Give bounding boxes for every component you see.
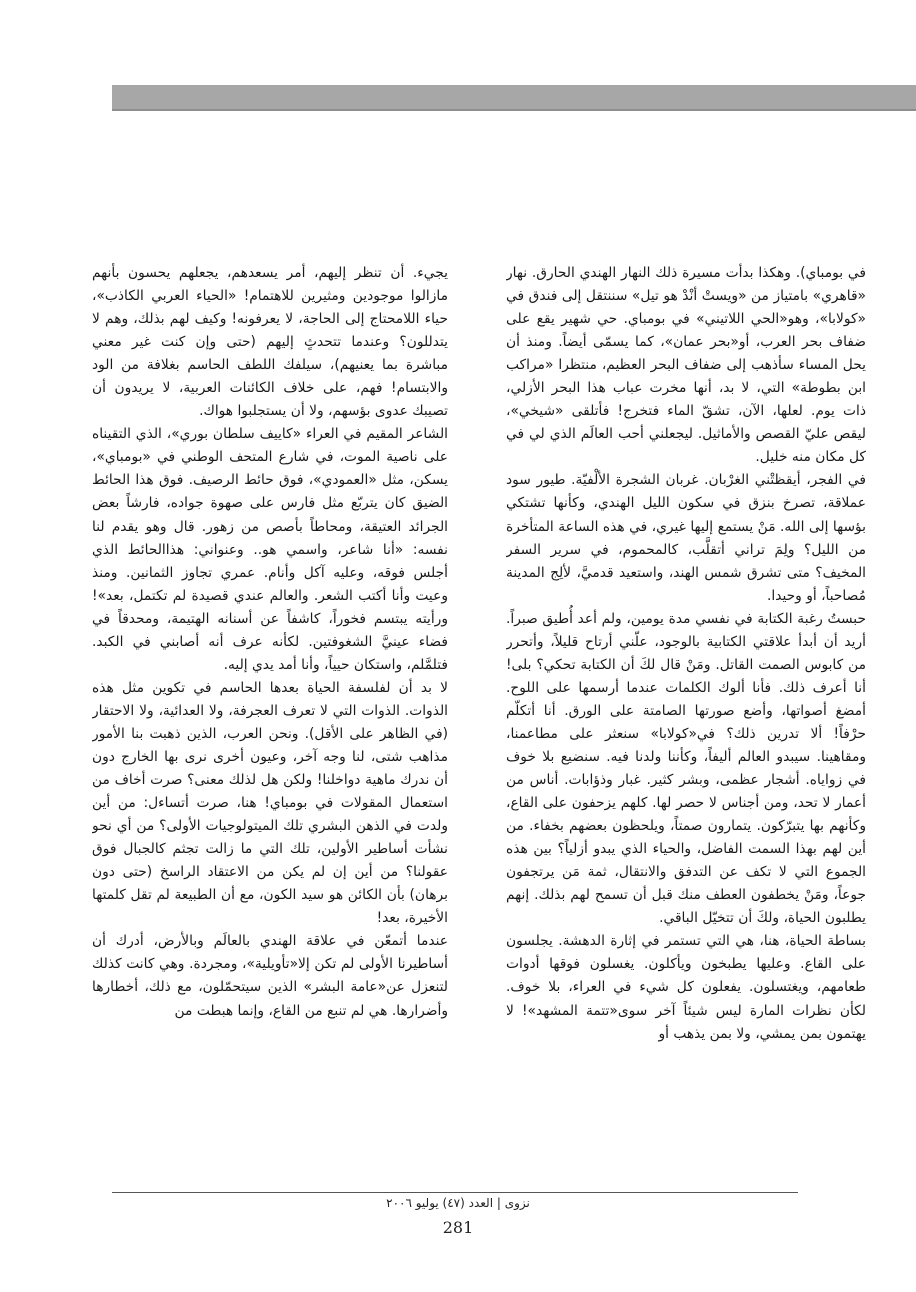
paragraph: في بومباي). وهكذا بدأت مسيرة ذلك النهار الهندي الحارق. نهار «قاهري» بامتياز من «ويستْ أنْدْ هو تيل» سننتقل إلى فندق في «كولابا»، وهو«الحي اللاتيني» في بومباي. حي شهير يقع على ضفاف بحر العرب، أو«بحر عمان»، كما يسمّى أيضاً. ومنذ أن يحل المساء سأذهب إلى ضفاف البحر العظيم، منتظرا «مراكب ابن بطوطة» التي، لا بد، أنها مخرت عباب هذا البحر الأزلي، ذات يوم. لعلها، الآن، تشقّ الماء فتخرج! فأتلقى «شيخي»، ليقص عليّ القصص والأماثيل. ليجعلني أحب العالَم الذي لي في كل مكان منه خليل. — [506, 265, 866, 466]
footer-caption: نزوى | العدد (٤٧) يوليو ٢٠٠٦ — [386, 1196, 530, 1210]
header-band-edge — [112, 109, 916, 111]
paragraph: الشاعر المقيم في العراء «كاييف سلطان بوري»، الذي التقيناه على ناصية الموت، في شارع المتحف الوطني في «بومباي»، يسكن، مثل «العمودي»، فوق حائط الرصيف. فوق هذا الحائط الضيق كان يتربّع مثل فارس على صهوة جواده، فارشاً بعض الجرائد العتيقة، ومحاطاً بأصص من زهور. قال وهو يقدم لنا نفسه: «أنا شاعر، واسمي هو.. وعنواني: هذاالحائط الذي أجلس فوقه، وعليه آكل وأنام. عمري تجاوز الثمانين. ومنذ وعيت وأنا أكتب الشعر. والعالم عندي قصيدة لم تكتمل، بعد»! ورأيته يبتسم فخوراً، كاشفاً عن أسنانه الهتيمة، ومحدقاً في فضاء عينيَّ الشغوفتين. لكأنه عرف أنه أصابني في الكبد. فتلمَّلم، واستكان حيياً، وأنا أمد يدي إليه. — [92, 426, 448, 673]
article-column-right — [506, 262, 866, 1182]
paragraph: لا بد أن لفلسفة الحياة بعدها الحاسم في تكوين مثل هذه الذوات. الذوات التي لا تعرف العجرفة، ولا العدائية، ولا الاحتقار (في الظاهر على الأقل). ونحن العرب، الذين ذهبت بنا الأمور مذاهب شتى، لنا وجه آخر، وعيون أخرى نرى بها الخارج دون أن ندرك ماهية دواخلنا! ولكن هل لذلك معنى؟ صرت أخاف من استعمال المقولات في بومباي! هنا، صرت أتساءل: من أين ولدت في الذهن البشري تلك الميتولوجيات الأولى؟ من أي نحو نشأت أساطير الأولين، تلك التي ما زالت تجثم كالجبال فوق عقولنا؟ من أين إن لم يكن من الاعتقاد الراسخ (حتى دون برهان) بأن الكائن هو سيد الكون، مع أن الطبيعة لم تقل كلمتها الأخيرة، بعد! — [92, 679, 448, 927]
paragraph: بساطة الحياة، هنا، هي التي تستمر في إثارة الدهشة. يجلسون على القاع. وعليها يطبخون ويأكلون. يغسلون فوقها أدوات طعامهم، ويغتسلون. يفعلون كل شيء في العراء، بلا خوف. لكأن نظرات المارة ليس شيئاً آخر سوى«تتمة المشهد»! لا يهتمون بمن يمشي، ولا بمن يذهب أو — [506, 933, 866, 1042]
header-band — [112, 85, 916, 109]
paragraph: عندما أتمعّن في علاقة الهندي بالعالَم وبالأرض، أدرك أن أساطيرنا الأولى لم تكن إلا«تأويلية»، ومجردة. وهي كانت كذلك لتنعزل عن«عامة البشر» الذين سيتحمّلون، مع ذلك، أخطارها وأضرارها. هي لم تنبع من القاع، وإنما هبطت من — [92, 933, 448, 1019]
paragraph: في الفجر، أيقظتْني الغرْبان. غربان الشجرة الألْفيّة. طيور سود عملاقة، تصرخ بنزق في سكون الليل الهندي، وكأنها تشتكي بؤسها إلى الله. مَنْ يستمع إليها غيري، في هذه الساعة المتأخرة من الليل؟ ولِمَ تراني أتقلَّب، كالمحموم، في سرير السفر المخيف؟ متى تشرق شمس الهند، واستعيد قدميَّ، لألِج المدينة مُصاحباً، أو وحيدا. — [506, 472, 866, 604]
paragraph: يجيء. أن تنظر إليهم، أمر يسعدهم، يجعلهم يحسون بأنهم مازالوا موجودين ومثيرين للاهتمام! «الحياء العربي الكاذب»، حياء اللامحتاج إلى الحاجة، لا يعرفونه! وكيف لهم بذلك، وهم لا يتدللون؟ وعندما تتحدثٍ إليهم (حتى وإن كنت غير معني مباشرة بما يعنيهم)، سيلفك اللطف الحاسم بغلافة من الود والابتسام! فهم، على خلاف الكائنات العربية، لا يريدون أن تصيبك عدوى بؤسهم، ولا أن يستجلبوا هواك. — [92, 265, 448, 420]
paragraph: حبستُ رغبة الكتابة في نفسي مدة يومين، ولم أعد أُطيق صبراً. أريد أن أبدأ علاقتي الكتابية بالوجود، علّني أرتاح قليلاً، وأتحرر من كابوس الصمت القاتل. ومَنْ قال لكَ أن الكتابة تحكي؟ بلى! أنا أعرف ذلك. فأنا ألوك الكلمات عندما أرسمها على اللوح. أمضغ أصواتها، وأضع صورتها الصامتة على الورق. أنا أتكلّم حرْفاً! ألا تدرين ذلك؟ في«كولابا» سنعثر على مطاعمنا، ومقاهينا. سيبدو العالم أليفاً، وكأننا ولدنا فيه. سنضيع بلا خوف في زواياه. أشجار عظمى، وبشر كثير. غبار وذؤابات. أناس من أعمار لا تحد، ومن أجناس لا حصر لها. كلهم يزحفون على القاع، وكأنهم بها يتبرّكون. يتمارون صمتاً، ويلحظون بعضهم بخفاء. من أين لهم بهذا السمت الفاضل، والحياء الذي يبدو أزلياً؟ بين هذه الجموع التي لا تكف عن التدفق والانتقال، ثمة مَن يرتجفون جوعاً، ومَنْ يخطفون العطف منك قبل أن تسمح لهم بذلك. إنهم يطلبون الحياة، ولكَ أن تتخيّل الباقي. — [506, 610, 866, 927]
page-number: 281 — [442, 1218, 474, 1237]
footer-rule — [112, 1192, 798, 1193]
article-column-left — [92, 262, 448, 1182]
